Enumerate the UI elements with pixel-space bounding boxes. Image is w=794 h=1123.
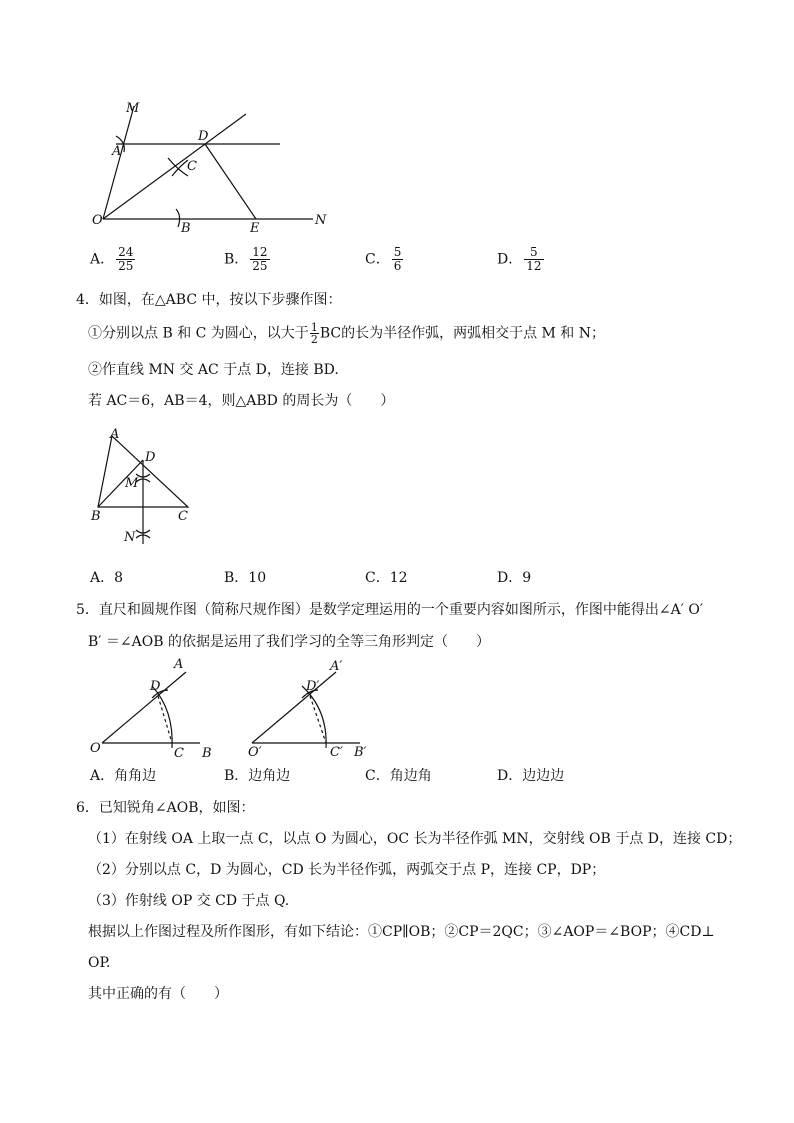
fraction: $\frac{24}{25}$: [118, 245, 134, 273]
ray-om: [103, 106, 134, 219]
fraction: $\frac{5}{12}$: [526, 245, 542, 273]
q4-step2: ②作直线 MN 交 AC 于点 D，连接 BD.: [88, 362, 339, 378]
q4-option-a[interactable]: A．8: [90, 570, 124, 586]
left-label-b: B: [202, 746, 212, 761]
right-label-o: O′: [248, 745, 262, 760]
left-label-c: C: [174, 746, 184, 761]
label-a: A: [110, 427, 120, 442]
label-a: A: [112, 144, 122, 159]
label-d: D: [145, 450, 156, 465]
label-c: C: [187, 159, 197, 174]
left-label-a: A: [174, 657, 184, 672]
q6-question: 其中正确的有（ ）: [88, 986, 228, 1002]
half-fraction: $\frac{1}{2}$: [310, 321, 318, 346]
label-b: B: [181, 221, 191, 236]
q3-option-d[interactable]: D． $\frac{5}{12}$: [497, 245, 542, 273]
label-n: N: [315, 213, 327, 228]
q4-option-c[interactable]: C．12: [365, 570, 408, 586]
q3-option-a[interactable]: A． $\frac{24}{25}$: [90, 245, 134, 273]
label-e: E: [250, 221, 260, 236]
q6-step2: （2）分别以点 C，D 为圆心，CD 长为半径作弧，两弧交于点 P，连接 CP，DP；: [88, 862, 606, 878]
right-label-d: D′: [306, 679, 320, 694]
label-n: N: [124, 530, 136, 545]
label-o: O: [92, 213, 103, 228]
q5-option-c[interactable]: C．角边角: [365, 768, 432, 784]
label-c: C: [178, 509, 188, 524]
q3-option-b[interactable]: B． $\frac{12}{25}$: [224, 245, 268, 273]
ray-od: [103, 114, 246, 219]
q5-option-b[interactable]: B．边角边: [224, 768, 291, 784]
label-m: M: [125, 476, 139, 491]
left-ray-oa: [102, 672, 186, 743]
q6-conclusion-line2: OP.: [88, 955, 111, 971]
q4-figure: [88, 424, 198, 550]
q5-option-d[interactable]: D．边边边: [497, 768, 565, 784]
left-label-o: O: [90, 741, 101, 756]
q6-conclusion-line1: 根据以上作图过程及所作图形，有如下结论：①CP∥OB；②CP＝2QC；③∠AOP＝∠BOP；④CD⊥: [88, 924, 715, 940]
q4-intro: 4．如图，在△ABC 中，按以下步骤作图：: [76, 292, 342, 308]
right-label-a: A′: [330, 659, 343, 674]
q5-line2: B′ ＝∠AOB 的依据是运用了我们学习的全等三角形判定（ ）: [88, 634, 490, 650]
arc-c1: [168, 158, 188, 176]
right-label-b: B′: [354, 745, 367, 760]
segment-de: [205, 144, 256, 219]
q4-step1: ①分别以点 B 和 C 为圆心，以大于 $\frac{1}{2}$ BC的长为半径作弧，两弧相交于点 M 和 N；: [88, 321, 606, 346]
left-label-d: D: [150, 679, 161, 694]
q5-figure: [88, 654, 388, 762]
right-ray-oa: [252, 672, 336, 743]
fraction: $\frac{12}{25}$: [252, 245, 268, 273]
label-m: M: [126, 101, 140, 116]
q6-intro: 6．已知锐角∠AOB，如图：: [76, 800, 255, 816]
arc-b: [176, 209, 180, 227]
label-d: D: [198, 129, 209, 144]
q5-option-a[interactable]: A．角角边: [90, 768, 157, 784]
q6-step3: （3）作射线 OP 交 CD 于点 Q.: [88, 893, 290, 909]
q5-line1: 5．直尺和圆规作图（简称尺规作图）是数学定理运用的一个重要内容如图所示，作图中能得出∠A′ O′: [76, 602, 704, 618]
q3-figure: [88, 96, 348, 238]
q4-option-b[interactable]: B．10: [224, 570, 267, 586]
label-b: B: [91, 509, 101, 524]
q4-question: 若 AC＝6，AB＝4，则△ABD 的周长为（ ）: [88, 393, 395, 409]
q4-option-d[interactable]: D．9: [497, 570, 532, 586]
fraction: $\frac{5}{6}$: [393, 245, 402, 273]
q3-option-c[interactable]: C． $\frac{5}{6}$: [365, 245, 402, 273]
q6-step1: （1）在射线 OA 上取一点 C，以点 O 为圆心，OC 长为半径作弧 MN，交射线 OB 于点 D，连接 CD；: [88, 831, 742, 847]
right-label-c: C′: [330, 745, 343, 760]
